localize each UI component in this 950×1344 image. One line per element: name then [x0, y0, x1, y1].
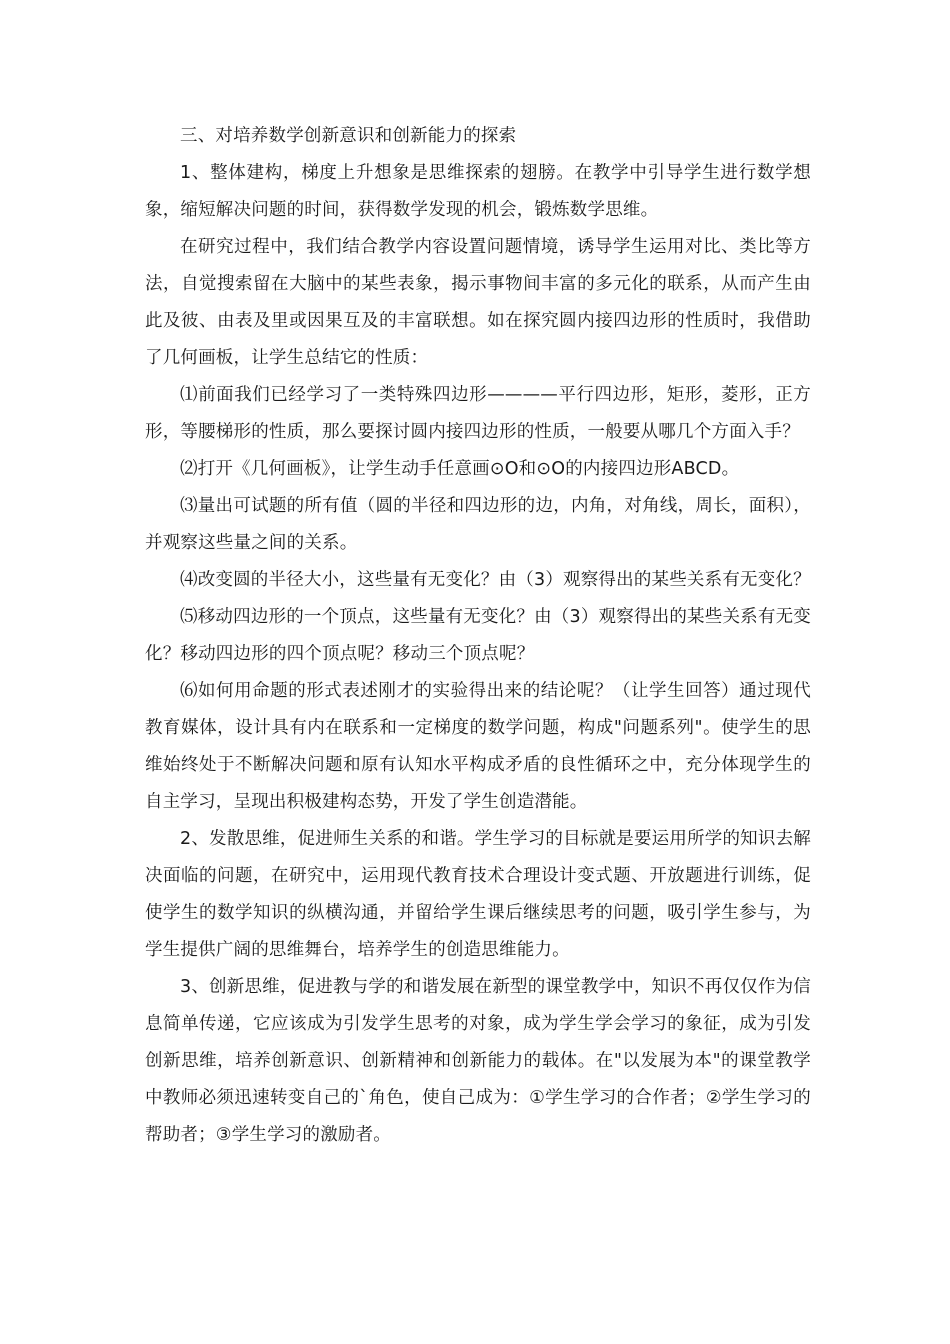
paragraph-7: ⑸移动四边形的一个顶点，这些量有无变化？由（3）观察得出的某些关系有无变化？移动四边形的四个顶点呢？移动三个顶点呢？: [145, 607, 811, 664]
paragraph-4: ⑵打开《几何画板》，让学生动手任意画⊙O和⊙O的内接四边形ABCD。: [180, 459, 740, 479]
paragraph-5: ⑶量出可试题的所有值（圆的半径和四边形的边，内角，对角线，周长，面积），并观察这些量之间的关系。: [145, 496, 811, 553]
paragraph-3: ⑴前面我们已经学习了一类特殊四边形————平行四边形，矩形，菱形，正方形，等腰梯形的性质，那么要探讨圆内接四边形的性质，一般要从哪几个方面入手？: [145, 385, 811, 442]
paragraph-6: ⑷改变圆的半径大小，这些量有无变化？由（3）观察得出的某些关系有无变化？: [180, 570, 811, 590]
paragraph-10: 3、创新思维，促进教与学的和谐发展在新型的课堂教学中，知识不再仅仅作为信息简单传递，它应该成为引发学生思考的对象，成为学生学会学习的象征，成为引发创新思维，培养创新意识、创新精神和创新能力的载体。在"以发展为本"的课堂教学中教师必须迅速转变自己的`角色，使自己成为：①学生学习的合作者；②学生学习的帮助者；③学生学习的激励者。: [145, 977, 811, 1145]
document-body: [145, 118, 811, 1154]
section-heading: 三、对培养数学创新意识和创新能力的探索: [180, 126, 517, 146]
paragraph-2: 在研究过程中，我们结合教学内容设置问题情境，诱导学生运用对比、类比等方法，自觉搜索留在大脑中的某些表象，揭示事物间丰富的多元化的联系，从而产生由此及彼、由表及里或因果互及的丰富联想。如在探究圆内接四边形的性质时，我借助了几何画板，让学生总结它的性质：: [145, 237, 811, 368]
paragraph-1: 1、整体建构，梯度上升想象是思维探索的翅膀。在教学中引导学生进行数学想象，缩短解决问题的时间，获得数学发现的机会，锻炼数学思维。: [145, 163, 811, 220]
paragraph-8: ⑹如何用命题的形式表述刚才的实验得出来的结论呢？（让学生回答）通过现代教育媒体，设计具有内在联系和一定梯度的数学问题，构成"问题系列"。使学生的思维始终处于不断解决问题和原有认知水平构成矛盾的良性循环之中，充分体现学生的自主学习，呈现出积极建构态势，开发了学生创造潜能。: [145, 681, 811, 812]
paragraph-9: 2、发散思维，促进师生关系的和谐。学生学习的目标就是要运用所学的知识去解决面临的问题，在研究中，运用现代教育技术合理设计变式题、开放题进行训练，促使学生的数学知识的纵横沟通，并留给学生课后继续思考的问题，吸引学生参与，为学生提供广阔的思维舞台，培养学生的创造思维能力。: [145, 829, 811, 960]
